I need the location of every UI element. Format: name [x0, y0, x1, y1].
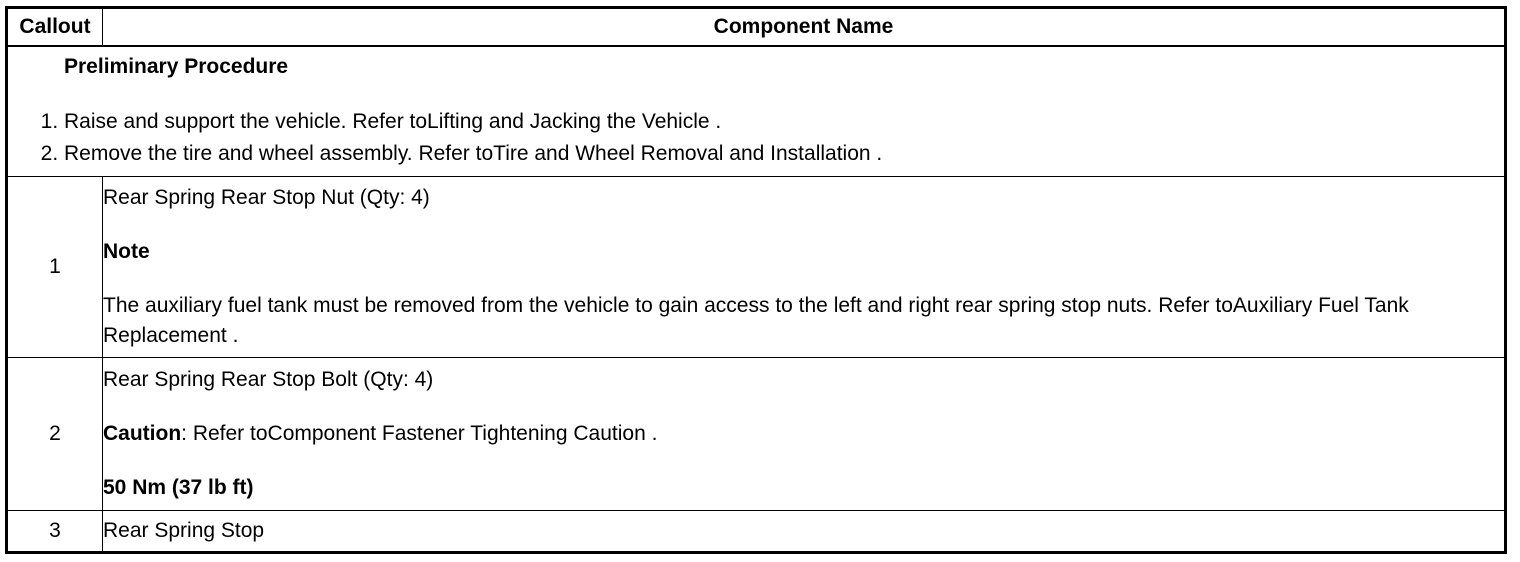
component-name-column-header: Component Name — [103, 8, 1506, 46]
component-name: Rear Spring Stop — [103, 519, 265, 542]
preliminary-steps-list — [8, 106, 1504, 170]
table-row — [7, 177, 1506, 358]
component-name: Rear Spring Rear Stop Nut (Qty: 4) — [103, 186, 430, 209]
caution-text: : Refer toComponent Fastener Tightening Caution . — [181, 422, 658, 445]
component-description — [103, 511, 1506, 553]
component-description — [103, 177, 1506, 358]
preliminary-procedure-title: Preliminary Procedure — [64, 55, 289, 79]
callout-number: 1 — [7, 177, 103, 358]
table-header-row — [7, 8, 1506, 46]
table-row — [7, 358, 1506, 511]
callout-column-header: Callout — [7, 8, 103, 46]
preliminary-procedure-cell — [7, 46, 1506, 177]
component-name: Rear Spring Rear Stop Bolt (Qty: 4) — [103, 368, 434, 391]
torque-spec: 50 Nm (37 lb ft) — [103, 476, 254, 499]
callout-number: 2 — [7, 358, 103, 511]
callout-number: 3 — [7, 511, 103, 553]
preliminary-step: 2. Remove the tire and wheel assembly. Refer toTire and Wheel Removal and Installation . — [64, 138, 1504, 170]
procedure-table — [5, 6, 1507, 554]
preliminary-procedure-row — [7, 46, 1506, 177]
caution-line — [103, 419, 1504, 449]
note-label: Note — [103, 240, 150, 263]
table-row — [7, 511, 1506, 553]
note-text: The auxiliary fuel tank must be removed from the vehicle to gain access to the left and right rear spring stop nuts. Refer toAuxiliary Fuel Tank Replacement . — [103, 294, 1409, 347]
component-description — [103, 358, 1506, 511]
caution-label: Caution — [103, 422, 182, 445]
preliminary-step: 1. Raise and support the vehicle. Refer toLifting and Jacking the Vehicle . — [64, 106, 1504, 138]
